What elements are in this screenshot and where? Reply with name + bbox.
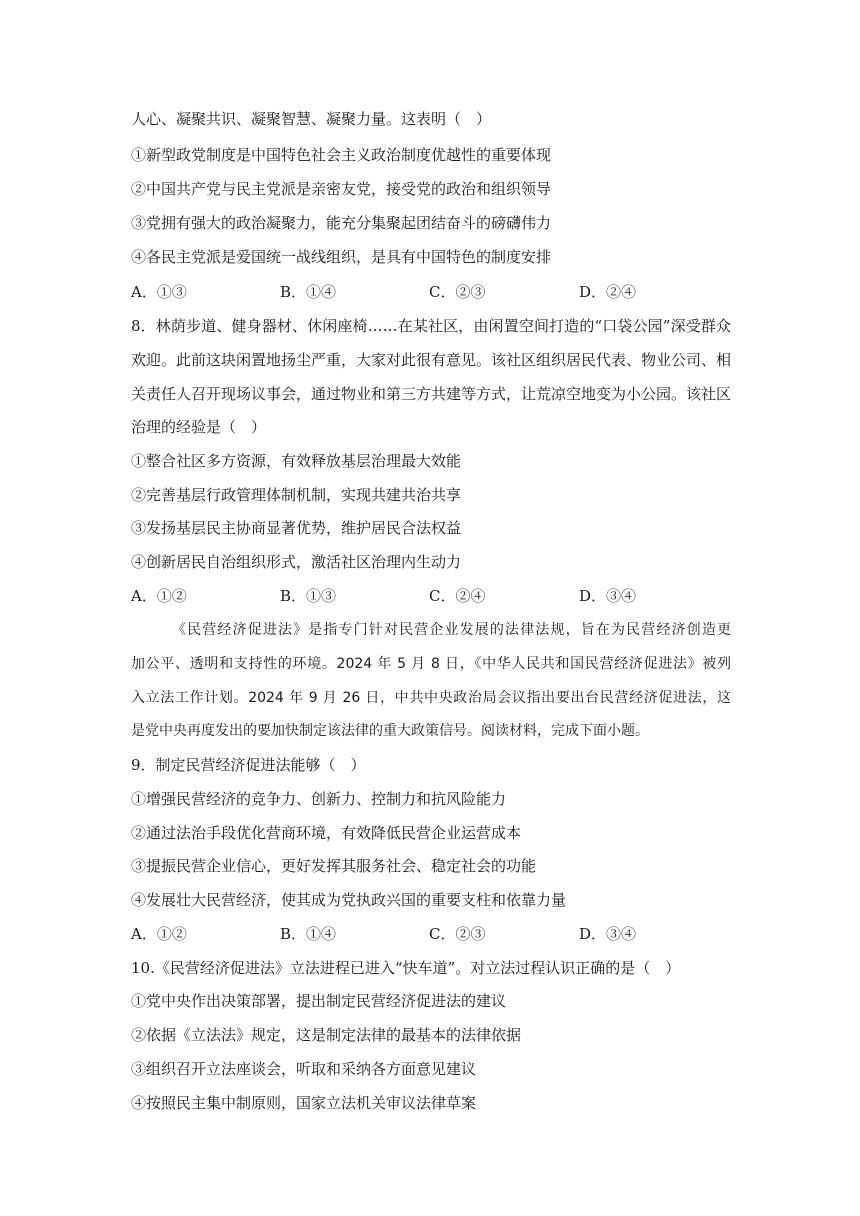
q9-options (131, 924, 731, 944)
material-line-2: 加公平、透明和支持性的环境。2024 年 5 月 8 日，《中华人民共和国民营经济促进法》被列 (131, 656, 731, 672)
q9-statement-1: ①增强民营经济的竞争力、创新力、控制力和抗风险能力 (131, 790, 507, 808)
material-line-3: 入立法工作计划。2024 年 9 月 26 日，中共中央政治局会议指出要出台民营经济促进法，这 (131, 690, 731, 706)
q8-option-b[interactable]: B．①③ (280, 587, 337, 605)
q8-statement-2: ②完善基层行政管理体制机制，实现共建共治共享 (131, 486, 462, 504)
q9-statement-2: ②通过法治手段优化营商环境，有效降低民营企业运营成本 (131, 824, 522, 842)
q8-stem-line-1: 8．林荫步道、健身器材、休闲座椅……在某社区，由闲置空间打造的“口袋公园”深受群众 (131, 317, 731, 335)
q7-options (131, 282, 731, 302)
q9-option-b[interactable]: B．①④ (280, 925, 337, 943)
q9-option-d[interactable]: D．③④ (579, 925, 637, 943)
q7-option-c[interactable]: C．②③ (429, 283, 486, 301)
q8-stem-line-3: 关责任人召开现场议事会，通过物业和第三方共建等方式，让荒凉空地变为小公园。该社区 (131, 385, 732, 403)
q7-statement-4: ④各民主党派是爱国统一战线组织，是具有中国特色的制度安排 (131, 248, 552, 266)
q7-stem-tail: 人心、凝聚共识、凝聚智慧、凝聚力量。这表明（ ） (131, 110, 492, 128)
q8-options (131, 586, 731, 606)
q8-statement-4: ④创新居民自治组织形式，激活社区治理内生动力 (131, 553, 462, 571)
q8-option-a[interactable]: A．①② (131, 587, 187, 605)
q7-statement-1: ①新型政党制度是中国特色社会主义政治制度优越性的重要体现 (131, 146, 552, 164)
q7-statement-2: ②中国共产党与民主党派是亲密友党，接受党的政治和组织领导 (131, 180, 552, 198)
q7-option-a[interactable]: A．①③ (131, 283, 187, 301)
q8-option-c[interactable]: C．②④ (429, 587, 486, 605)
q10-stem: 10.《民营经济促进法》立法进程已进入“快车道”。对立法过程认识正确的是（ ） (131, 959, 681, 977)
q8-statement-3: ③发扬基层民主协商显著优势，维护居民合法权益 (131, 519, 462, 537)
material-line-1: 《民营经济促进法》是指专门针对民营企业发展的法律法规，旨在为民营经济创造更 (172, 622, 731, 638)
q10-statement-3: ③组织召开立法座谈会，听取和采纳各方面意见建议 (131, 1060, 477, 1078)
q8-statement-1: ①整合社区多方资源，有效释放基层治理最大效能 (131, 452, 462, 470)
q9-option-a[interactable]: A．①② (131, 925, 187, 943)
q8-option-d[interactable]: D．③④ (579, 587, 637, 605)
q10-statement-2: ②依据《立法法》规定，这是制定法律的最基本的法律依据 (131, 1026, 522, 1044)
q7-statement-3: ③党拥有强大的政治凝聚力，能充分集聚起团结奋斗的磅礴伟力 (131, 214, 552, 232)
q9-statement-3: ③提振民营企业信心，更好发挥其服务社会、稳定社会的功能 (131, 857, 537, 875)
q7-option-d[interactable]: D．②④ (579, 283, 637, 301)
material-line-4: 是党中央再度发出的要加快制定该法律的重大政策信号。阅读材料，完成下面小题。 (131, 723, 649, 739)
q9-stem: 9．制定民营经济促进法能够（ ） (131, 756, 366, 774)
q9-statement-4: ④发展壮大民营经济，使其成为党执政兴国的重要支柱和依靠力量 (131, 891, 567, 909)
q10-statement-4: ④按照民主集中制原则，国家立法机关审议法律草案 (131, 1094, 477, 1112)
q10-statement-1: ①党中央作出决策部署，提出制定民营经济促进法的建议 (131, 992, 507, 1010)
q7-option-b[interactable]: B．①④ (280, 283, 337, 301)
q9-option-c[interactable]: C．②③ (429, 925, 486, 943)
q8-stem-line-2: 欢迎。此前这块闲置地扬尘严重，大家对此很有意见。该社区组织居民代表、物业公司、相 (131, 351, 732, 369)
q8-stem-line-4: 治理的经验是（ ） (131, 418, 267, 436)
